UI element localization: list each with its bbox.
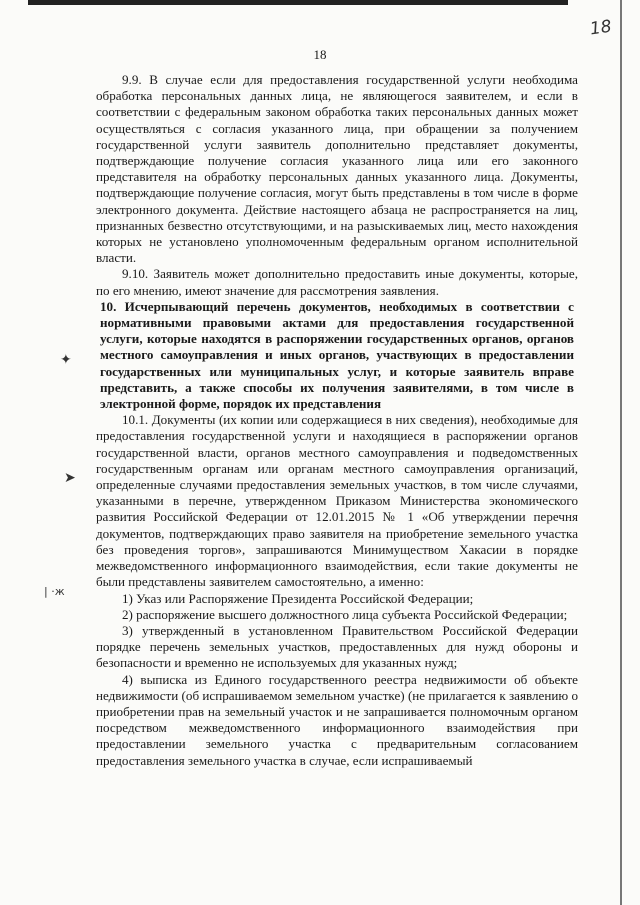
list-item-4: 4) выписка из Единого государственного реестра недвижимости об объекте недвижимости (об испрашиваемом земельном участке) (не прилагается к заявлению о приобретении прав на земельный участок и не запрашивается полномочным органом посредством межведомственного информационного взаимодействия при предоставлении земельного участка с предварительным согласованием предоставления земельного участка в случае, если испрашиваемый [96, 671, 578, 768]
binding-hole-mark-icon: ✦ [60, 352, 72, 368]
handwritten-page-number: 18 [588, 16, 613, 40]
scan-top-edge [28, 0, 568, 5]
binding-hole-mark-icon: | ·ж [44, 585, 65, 598]
paragraph-9-10: 9.10. Заявитель может дополнительно предоставить иные документы, которые, по его мнению, имеют значение для рассмотрения заявления. [96, 266, 578, 298]
list-item-3: 3) утвержденный в установленном Правительством Российской Федерации порядке перечень земельных участков, предоставленных для нужд обороны и безопасности и временно не используемых для указанных нужд; [96, 622, 578, 671]
list-item-1: 1) Указ или Распоряжение Президента Российской Федерации; [122, 590, 474, 606]
scan-right-edge [620, 0, 622, 905]
paragraph-10-1: 10.1. Документы (их копии или содержащиеся в них сведения), необходимые для предоставления государственной услуги и находящиеся в распоряжении органов государственной власти, органов местного самоуправления и подведомственных государственным органам или органам местного самоуправления организаций, определенные случаями предоставления земельных участков, в том числе случаями, указанными в перечне, утвержденном Приказом Министерства экономического развития Российской Федерации от 12.01.2015 № 1 «Об утверждении перечня документов, подтверждающих право заявителя на приобретение земельного участка без проведения торгов», запрашиваются Минимуществом Хакасии в порядке межведомственного информационного взаимодействия, если такие документы не были представлены заявителем самостоятельно, а именно: [96, 412, 578, 590]
page-number: 18 [313, 47, 327, 62]
section-10-heading: 10. Исчерпывающий перечень документов, необходимых в соответствии с нормативными правовыми актами для предоставления государственной услуги, которые находятся в распоряжении государственных органов, органов местного самоуправления и иных органов, участвующих в предоставлении государственных или муниципальных услуг, и которые заявитель вправе представить, а также способы их получения заявителями, в том числе в электронной форме, порядок их представления [100, 298, 574, 412]
paragraph-9-9: 9.9. В случае если для предоставления государственной услуги необходима обработка персональных данных лица, не являющегося заявителем, и если в соответствии с федеральным законом обработка таких персональных данных может осуществляться с согласия указанного лица, при обращении за получением государственной услуги заявитель дополнительно представляет документы, подтверждающие получение согласия указанного лица или его законного представителя на обработку персональных данных указанного лица. Документы, подтверждающие получение согласия, могут быть представлены в том числе в форме электронного документа. Действие настоящего абзаца не распространяется на лиц, признанных безвестно отсутствующими, и на разыскиваемых лиц, место нахождения которых не установлено уполномоченным федеральным органом исполнительной власти. [96, 72, 578, 266]
document-body [96, 72, 578, 769]
list-item-2: 2) распоряжение высшего должностного лица субъекта Российской Федерации; [122, 606, 568, 622]
binding-hole-mark-icon: ➤ [64, 470, 76, 486]
